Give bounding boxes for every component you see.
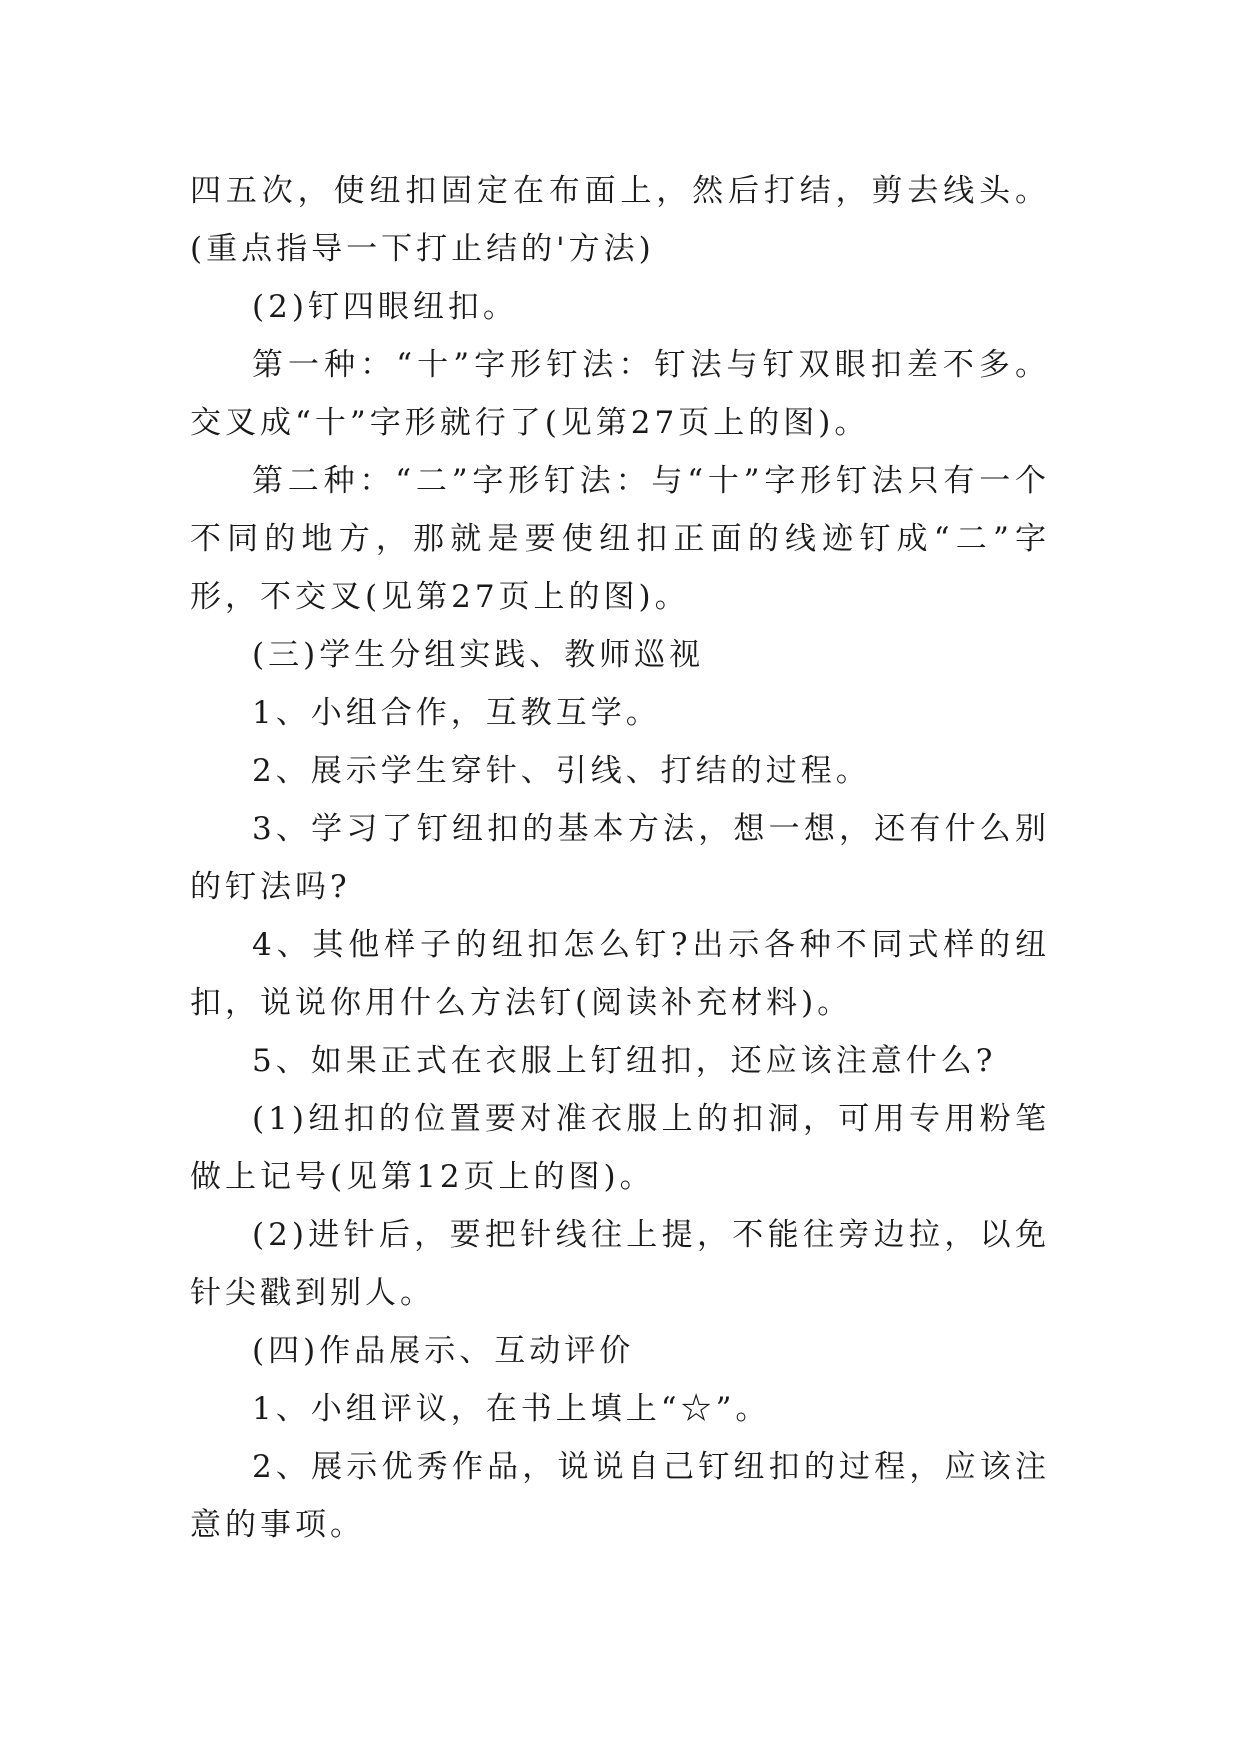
paragraph-four-hole-button: (2)钉四眼纽扣。 — [252, 289, 518, 325]
list-item-1: 1、小组合作，互教互学。 — [252, 695, 661, 731]
list-item-2: 2、展示学生穿针、引线、打结的过程。 — [252, 753, 871, 789]
section-heading-practice: (三)学生分组实践、教师巡视 — [252, 637, 705, 673]
sub-item-2: (2)进针后，要把针线往上提，不能往旁边拉，以免针尖戳到别人。 — [190, 1217, 1050, 1311]
section-heading-showcase: (四)作品展示、互动评价 — [252, 1333, 635, 1369]
list-item-showcase-2: 2、展示优秀作品，说说自己钉纽扣的过程，应该注意的事项。 — [190, 1449, 1050, 1543]
list-item-showcase-1: 1、小组评议，在书上填上“☆”。 — [252, 1391, 771, 1427]
paragraph-continuation: 四五次，使纽扣固定在布面上，然后打结，剪去线头。(重点指导一下打止结的'方法) — [190, 173, 1050, 267]
list-item-4: 4、其他样子的纽扣怎么钉?出示各种不同式样的纽扣，说说你用什么方法钉(阅读补充材料)。 — [190, 927, 1050, 1021]
list-item-3: 3、学习了钉纽扣的基本方法，想一想，还有什么别的钉法吗? — [190, 811, 1050, 905]
paragraph-method-two: 第二种：“二”字形钉法：与“十”字形钉法只有一个不同的地方，那就是要使纽扣正面的线迹钉成“二”字形，不交叉(见第27页上的图)。 — [190, 463, 1050, 615]
document-body — [190, 162, 1050, 1554]
paragraph-method-one: 第一种：“十”字形钉法：钉法与钉双眼扣差不多。交叉成“十”字形就行了(见第27页上的图)。 — [190, 347, 1050, 441]
list-item-5: 5、如果正式在衣服上钉纽扣，还应该注意什么? — [252, 1043, 997, 1079]
sub-item-1: (1)纽扣的位置要对准衣服上的扣洞，可用专用粉笔做上记号(见第12页上的图)。 — [190, 1101, 1050, 1195]
